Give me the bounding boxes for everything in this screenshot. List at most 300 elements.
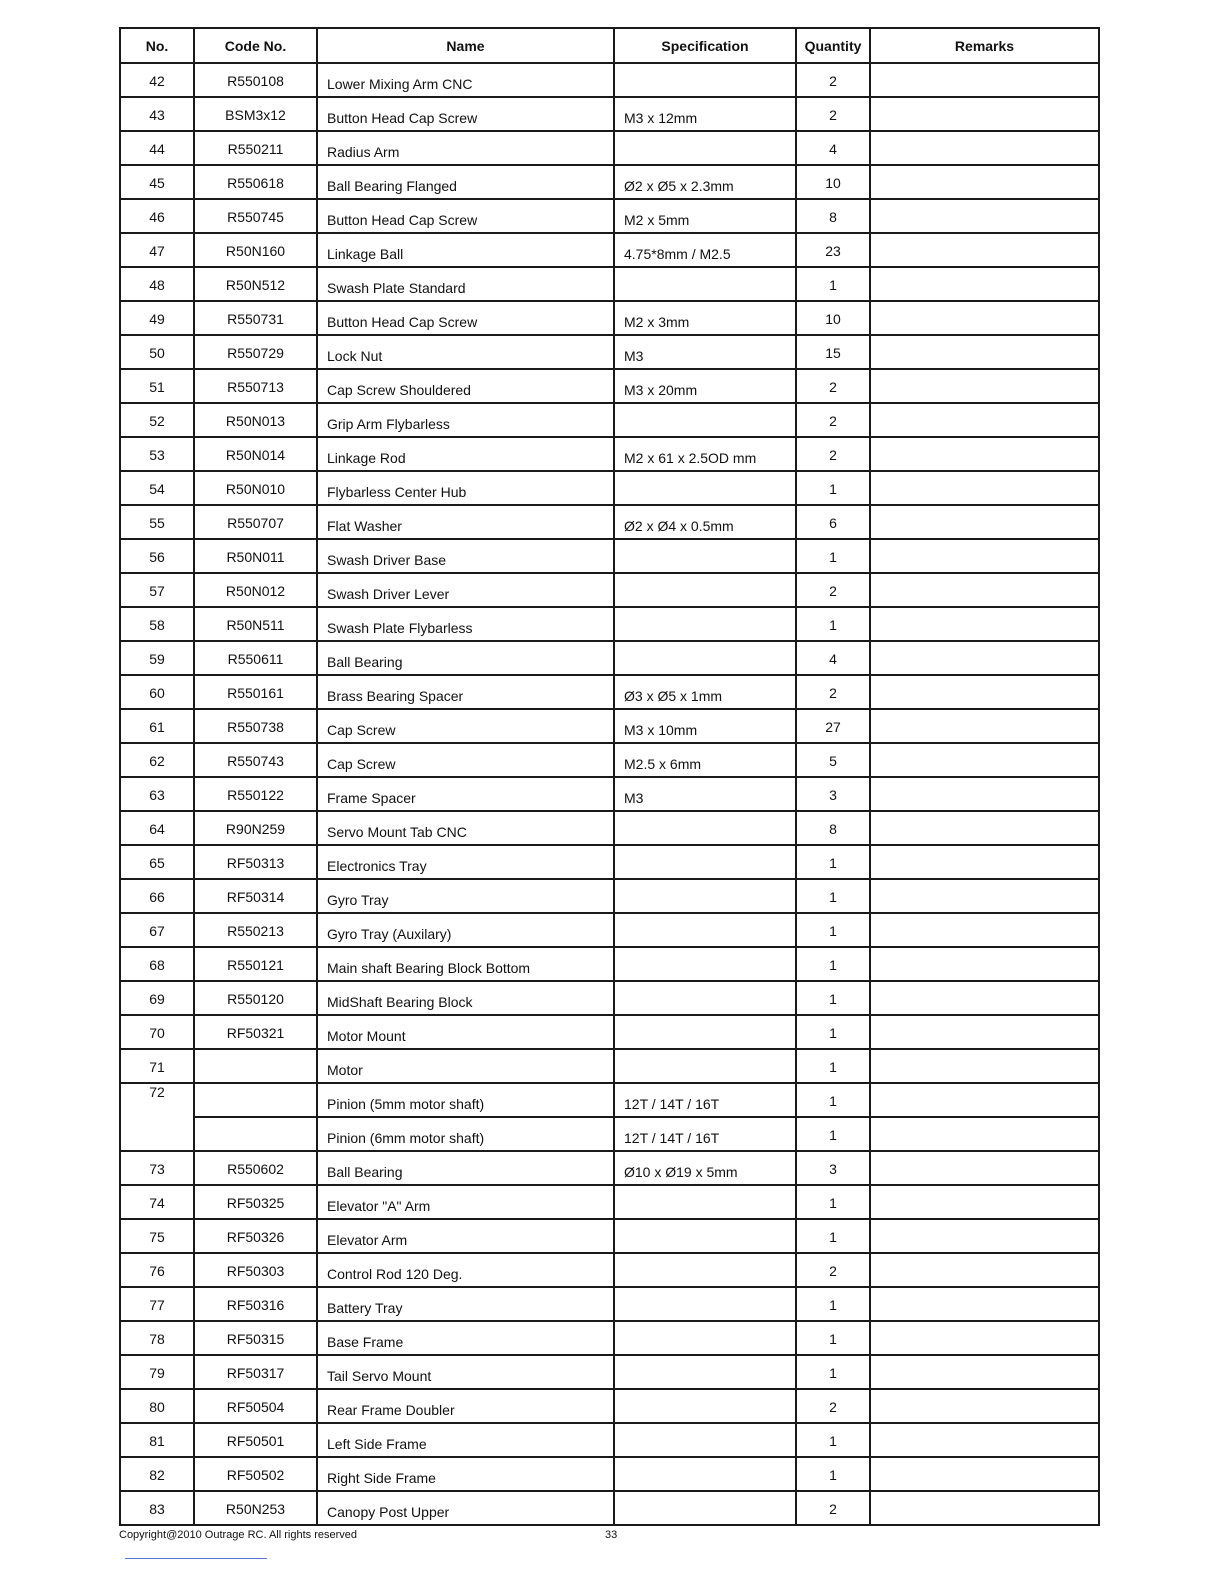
cell-specification: M3	[614, 777, 796, 811]
cell-no: 77	[120, 1287, 194, 1321]
cell-code	[194, 1049, 317, 1083]
table-row	[120, 1083, 1099, 1117]
cell-remarks	[870, 981, 1099, 1015]
cell-quantity: 10	[796, 165, 870, 199]
cell-quantity: 2	[796, 1389, 870, 1423]
cell-specification	[614, 811, 796, 845]
cell-no: 70	[120, 1015, 194, 1049]
cell-no: 48	[120, 267, 194, 301]
table-row	[120, 1253, 1099, 1287]
cell-code: R50N013	[194, 403, 317, 437]
cell-quantity: 2	[796, 369, 870, 403]
header-quantity: Quantity	[796, 28, 870, 63]
cell-code: RF50501	[194, 1423, 317, 1457]
cell-code: RF50321	[194, 1015, 317, 1049]
cell-no: 62	[120, 743, 194, 777]
cell-code: R50N012	[194, 573, 317, 607]
cell-name: Frame Spacer	[317, 777, 614, 811]
cell-name: Battery Tray	[317, 1287, 614, 1321]
cell-specification	[614, 403, 796, 437]
header-row	[120, 28, 1099, 63]
table-row	[120, 369, 1099, 403]
cell-remarks	[870, 1389, 1099, 1423]
cell-no: 63	[120, 777, 194, 811]
cell-quantity: 1	[796, 539, 870, 573]
cell-code: R550611	[194, 641, 317, 675]
table-row	[120, 1151, 1099, 1185]
cell-no: 68	[120, 947, 194, 981]
cell-quantity: 1	[796, 879, 870, 913]
cell-name: Swash Plate Flybarless	[317, 607, 614, 641]
table-row	[120, 97, 1099, 131]
cell-no: 76	[120, 1253, 194, 1287]
cell-no: 55	[120, 505, 194, 539]
cell-quantity: 1	[796, 1423, 870, 1457]
cell-quantity: 8	[796, 199, 870, 233]
table-row	[120, 1491, 1099, 1525]
cell-quantity: 4	[796, 641, 870, 675]
cell-code: RF50303	[194, 1253, 317, 1287]
table-row	[120, 913, 1099, 947]
cell-specification	[614, 641, 796, 675]
table-row	[120, 573, 1099, 607]
parts-body	[120, 63, 1099, 1525]
cell-code: R550122	[194, 777, 317, 811]
cell-name: Canopy Post Upper	[317, 1491, 614, 1525]
cell-name: Electronics Tray	[317, 845, 614, 879]
cell-no: 50	[120, 335, 194, 369]
table-row	[120, 1049, 1099, 1083]
cell-no: 42	[120, 63, 194, 97]
cell-code: RF50314	[194, 879, 317, 913]
cell-quantity: 3	[796, 777, 870, 811]
cell-specification: 12T / 14T / 16T	[614, 1117, 796, 1151]
page-number: 33	[605, 1529, 618, 1541]
cell-quantity: 1	[796, 1185, 870, 1219]
cell-no: 57	[120, 573, 194, 607]
cell-no: 47	[120, 233, 194, 267]
cell-specification	[614, 63, 796, 97]
cell-quantity: 10	[796, 301, 870, 335]
cell-remarks	[870, 607, 1099, 641]
cell-code: R550743	[194, 743, 317, 777]
cell-remarks	[870, 505, 1099, 539]
table-row	[120, 403, 1099, 437]
cell-name: Motor Mount	[317, 1015, 614, 1049]
cell-specification	[614, 1355, 796, 1389]
cell-quantity: 1	[796, 1083, 870, 1117]
table-row	[120, 1185, 1099, 1219]
cell-remarks	[870, 1491, 1099, 1525]
table-row	[120, 1015, 1099, 1049]
cell-quantity: 2	[796, 675, 870, 709]
cell-code: R550602	[194, 1151, 317, 1185]
cell-remarks	[870, 709, 1099, 743]
cell-code: RF50317	[194, 1355, 317, 1389]
cell-remarks	[870, 335, 1099, 369]
cell-name: Lower Mixing Arm CNC	[317, 63, 614, 97]
cell-name: Motor	[317, 1049, 614, 1083]
cell-remarks	[870, 1185, 1099, 1219]
cell-quantity: 3	[796, 1151, 870, 1185]
cell-no: 65	[120, 845, 194, 879]
cell-code: R550120	[194, 981, 317, 1015]
cell-specification	[614, 607, 796, 641]
cell-quantity: 1	[796, 1355, 870, 1389]
cell-no: 60	[120, 675, 194, 709]
cell-no: 74	[120, 1185, 194, 1219]
cell-no: 80	[120, 1389, 194, 1423]
cell-quantity: 1	[796, 981, 870, 1015]
header-no: No.	[120, 28, 194, 63]
cell-specification	[614, 1491, 796, 1525]
cell-quantity: 27	[796, 709, 870, 743]
cell-code	[194, 1083, 317, 1117]
cell-code: R550707	[194, 505, 317, 539]
cell-name: Lock Nut	[317, 335, 614, 369]
cell-remarks	[870, 369, 1099, 403]
cell-specification	[614, 1015, 796, 1049]
cell-name: Servo Mount Tab CNC	[317, 811, 614, 845]
cell-code: RF50325	[194, 1185, 317, 1219]
cell-specification	[614, 845, 796, 879]
cell-code: R50N011	[194, 539, 317, 573]
cell-specification	[614, 1253, 796, 1287]
table-row	[120, 641, 1099, 675]
cell-quantity: 6	[796, 505, 870, 539]
cell-quantity: 23	[796, 233, 870, 267]
cell-no: 52	[120, 403, 194, 437]
cell-specification: M3	[614, 335, 796, 369]
cell-code: RF50326	[194, 1219, 317, 1253]
cell-no: 54	[120, 471, 194, 505]
cell-specification	[614, 539, 796, 573]
cell-no: 79	[120, 1355, 194, 1389]
cell-no: 73	[120, 1151, 194, 1185]
cell-name: Brass Bearing Spacer	[317, 675, 614, 709]
cell-name: Rear Frame Doubler	[317, 1389, 614, 1423]
cell-quantity: 2	[796, 403, 870, 437]
cell-name: Left Side Frame	[317, 1423, 614, 1457]
cell-code: R550731	[194, 301, 317, 335]
cell-no: 53	[120, 437, 194, 471]
cell-no: 82	[120, 1457, 194, 1491]
cell-name: Main shaft Bearing Block Bottom	[317, 947, 614, 981]
cell-name: Button Head Cap Screw	[317, 301, 614, 335]
cell-specification: M3 x 12mm	[614, 97, 796, 131]
table-row	[120, 437, 1099, 471]
cell-quantity: 2	[796, 573, 870, 607]
cell-specification	[614, 267, 796, 301]
cell-no: 64	[120, 811, 194, 845]
cell-quantity: 1	[796, 1219, 870, 1253]
cell-remarks	[870, 131, 1099, 165]
cell-specification: Ø2 x Ø5 x 2.3mm	[614, 165, 796, 199]
cell-code: R550738	[194, 709, 317, 743]
cell-name: Grip Arm Flybarless	[317, 403, 614, 437]
header-name: Name	[317, 28, 614, 63]
cell-no: 43	[120, 97, 194, 131]
cell-name: MidShaft Bearing Block	[317, 981, 614, 1015]
header-specification: Specification	[614, 28, 796, 63]
table-row	[120, 811, 1099, 845]
cell-remarks	[870, 1015, 1099, 1049]
cell-quantity: 2	[796, 63, 870, 97]
cell-code: RF50316	[194, 1287, 317, 1321]
header-remarks: Remarks	[870, 28, 1099, 63]
cell-quantity: 1	[796, 1049, 870, 1083]
cell-remarks	[870, 879, 1099, 913]
table-row	[120, 1423, 1099, 1457]
cell-no: 49	[120, 301, 194, 335]
table-row	[120, 743, 1099, 777]
cell-name: Ball Bearing	[317, 641, 614, 675]
cell-name: Linkage Ball	[317, 233, 614, 267]
cell-specification	[614, 1049, 796, 1083]
cell-name: Ball Bearing Flanged	[317, 165, 614, 199]
cell-code: R90N259	[194, 811, 317, 845]
cell-name: Tail Servo Mount	[317, 1355, 614, 1389]
cell-name: Right Side Frame	[317, 1457, 614, 1491]
cell-specification: 12T / 14T / 16T	[614, 1083, 796, 1117]
cell-specification: Ø2 x Ø4 x 0.5mm	[614, 505, 796, 539]
cell-quantity: 5	[796, 743, 870, 777]
table-row	[120, 471, 1099, 505]
table-row	[120, 1117, 1099, 1151]
table-row	[120, 301, 1099, 335]
cell-name: Pinion (5mm motor shaft)	[317, 1083, 614, 1117]
cell-remarks	[870, 947, 1099, 981]
cell-code: R50N014	[194, 437, 317, 471]
cell-quantity: 1	[796, 1015, 870, 1049]
cell-no: 69	[120, 981, 194, 1015]
cell-code: R550161	[194, 675, 317, 709]
table-row	[120, 539, 1099, 573]
cell-remarks	[870, 301, 1099, 335]
cell-specification	[614, 1389, 796, 1423]
cell-remarks	[870, 267, 1099, 301]
cell-specification: M2 x 5mm	[614, 199, 796, 233]
cell-code: RF50504	[194, 1389, 317, 1423]
cell-name: Control Rod 120 Deg.	[317, 1253, 614, 1287]
cell-remarks	[870, 63, 1099, 97]
cell-specification: M2 x 61 x 2.5OD mm	[614, 437, 796, 471]
cell-remarks	[870, 1083, 1099, 1117]
cell-remarks	[870, 1287, 1099, 1321]
cell-code: R550618	[194, 165, 317, 199]
cell-code: R550729	[194, 335, 317, 369]
cell-no: 44	[120, 131, 194, 165]
cell-no: 46	[120, 199, 194, 233]
cell-remarks	[870, 1151, 1099, 1185]
cell-remarks	[870, 1321, 1099, 1355]
cell-remarks	[870, 1049, 1099, 1083]
copyright-notice: Copyright@2010 Outrage RC. All rights reserved	[119, 1529, 357, 1541]
cell-name: Flat Washer	[317, 505, 614, 539]
table-row	[120, 199, 1099, 233]
cell-code: RF50502	[194, 1457, 317, 1491]
cell-remarks	[870, 641, 1099, 675]
cell-name: Pinion (6mm motor shaft)	[317, 1117, 614, 1151]
cell-specification: Ø3 x Ø5 x 1mm	[614, 675, 796, 709]
cell-specification	[614, 981, 796, 1015]
footer-underline	[125, 1558, 267, 1559]
cell-name: Button Head Cap Screw	[317, 199, 614, 233]
cell-code: BSM3x12	[194, 97, 317, 131]
cell-no: 71	[120, 1049, 194, 1083]
cell-name: Ball Bearing	[317, 1151, 614, 1185]
cell-remarks	[870, 675, 1099, 709]
cell-quantity: 2	[796, 1491, 870, 1525]
cell-specification: M3 x 20mm	[614, 369, 796, 403]
cell-quantity: 1	[796, 1457, 870, 1491]
cell-code: R550745	[194, 199, 317, 233]
cell-code: R50N253	[194, 1491, 317, 1525]
cell-quantity: 1	[796, 267, 870, 301]
cell-specification: M2 x 3mm	[614, 301, 796, 335]
cell-remarks	[870, 1355, 1099, 1389]
cell-code: R50N511	[194, 607, 317, 641]
table-row	[120, 947, 1099, 981]
cell-specification	[614, 913, 796, 947]
table-row	[120, 981, 1099, 1015]
table-row	[120, 607, 1099, 641]
cell-no: 61	[120, 709, 194, 743]
cell-name: Gyro Tray (Auxilary)	[317, 913, 614, 947]
cell-specification: 4.75*8mm / M2.5	[614, 233, 796, 267]
cell-specification	[614, 1287, 796, 1321]
cell-code: R550213	[194, 913, 317, 947]
cell-remarks	[870, 845, 1099, 879]
cell-specification	[614, 1321, 796, 1355]
cell-remarks	[870, 1219, 1099, 1253]
cell-quantity: 8	[796, 811, 870, 845]
cell-quantity: 1	[796, 1321, 870, 1355]
cell-specification	[614, 879, 796, 913]
cell-remarks	[870, 1423, 1099, 1457]
cell-specification	[614, 1185, 796, 1219]
cell-quantity: 1	[796, 607, 870, 641]
cell-name: Swash Plate Standard	[317, 267, 614, 301]
cell-quantity: 2	[796, 97, 870, 131]
cell-remarks	[870, 1117, 1099, 1151]
cell-name: Button Head Cap Screw	[317, 97, 614, 131]
cell-remarks	[870, 437, 1099, 471]
cell-remarks	[870, 811, 1099, 845]
cell-quantity: 1	[796, 845, 870, 879]
cell-remarks	[870, 539, 1099, 573]
cell-quantity: 1	[796, 947, 870, 981]
table-row	[120, 1219, 1099, 1253]
cell-remarks	[870, 913, 1099, 947]
table-row	[120, 131, 1099, 165]
cell-name: Swash Driver Lever	[317, 573, 614, 607]
header-code: Code No.	[194, 28, 317, 63]
cell-code: R50N512	[194, 267, 317, 301]
cell-quantity: 1	[796, 1117, 870, 1151]
cell-remarks	[870, 97, 1099, 131]
cell-code: R550108	[194, 63, 317, 97]
table-row	[120, 1355, 1099, 1389]
cell-name: Flybarless Center Hub	[317, 471, 614, 505]
cell-remarks	[870, 777, 1099, 811]
cell-no: 81	[120, 1423, 194, 1457]
cell-no: 56	[120, 539, 194, 573]
cell-remarks	[870, 233, 1099, 267]
cell-quantity: 1	[796, 1287, 870, 1321]
cell-name: Linkage Rod	[317, 437, 614, 471]
table-row	[120, 675, 1099, 709]
cell-code: RF50313	[194, 845, 317, 879]
table-row	[120, 709, 1099, 743]
cell-specification	[614, 1423, 796, 1457]
cell-specification: M2.5 x 6mm	[614, 743, 796, 777]
cell-specification	[614, 947, 796, 981]
cell-name: Elevator "A" Arm	[317, 1185, 614, 1219]
table-row	[120, 165, 1099, 199]
cell-specification	[614, 1457, 796, 1491]
table-row	[120, 1287, 1099, 1321]
cell-no: 45	[120, 165, 194, 199]
cell-remarks	[870, 471, 1099, 505]
cell-quantity: 1	[796, 913, 870, 947]
parts-table	[119, 27, 1100, 1526]
table-row	[120, 1389, 1099, 1423]
cell-code: R50N010	[194, 471, 317, 505]
table-row	[120, 335, 1099, 369]
cell-specification: M3 x 10mm	[614, 709, 796, 743]
cell-no: 66	[120, 879, 194, 913]
cell-name: Radius Arm	[317, 131, 614, 165]
cell-quantity: 2	[796, 437, 870, 471]
cell-remarks	[870, 743, 1099, 777]
cell-name: Cap Screw	[317, 743, 614, 777]
cell-code: R550211	[194, 131, 317, 165]
cell-name: Base Frame	[317, 1321, 614, 1355]
cell-code: R550713	[194, 369, 317, 403]
cell-specification: Ø10 x Ø19 x 5mm	[614, 1151, 796, 1185]
cell-quantity: 4	[796, 131, 870, 165]
cell-remarks	[870, 1457, 1099, 1491]
table-row	[120, 233, 1099, 267]
table-row	[120, 879, 1099, 913]
cell-specification	[614, 1219, 796, 1253]
cell-remarks	[870, 165, 1099, 199]
cell-specification	[614, 471, 796, 505]
cell-code: R50N160	[194, 233, 317, 267]
cell-remarks	[870, 1253, 1099, 1287]
cell-name: Cap Screw	[317, 709, 614, 743]
cell-code	[194, 1117, 317, 1151]
table-row	[120, 267, 1099, 301]
cell-no: 51	[120, 369, 194, 403]
cell-name: Swash Driver Base	[317, 539, 614, 573]
table-row	[120, 1321, 1099, 1355]
cell-quantity: 15	[796, 335, 870, 369]
cell-no: 58	[120, 607, 194, 641]
cell-remarks	[870, 199, 1099, 233]
cell-no: 78	[120, 1321, 194, 1355]
cell-specification	[614, 131, 796, 165]
cell-code: RF50315	[194, 1321, 317, 1355]
table-row	[120, 845, 1099, 879]
cell-remarks	[870, 573, 1099, 607]
cell-name: Gyro Tray	[317, 879, 614, 913]
cell-no: 83	[120, 1491, 194, 1525]
cell-remarks	[870, 403, 1099, 437]
cell-name: Elevator Arm	[317, 1219, 614, 1253]
cell-quantity: 1	[796, 471, 870, 505]
